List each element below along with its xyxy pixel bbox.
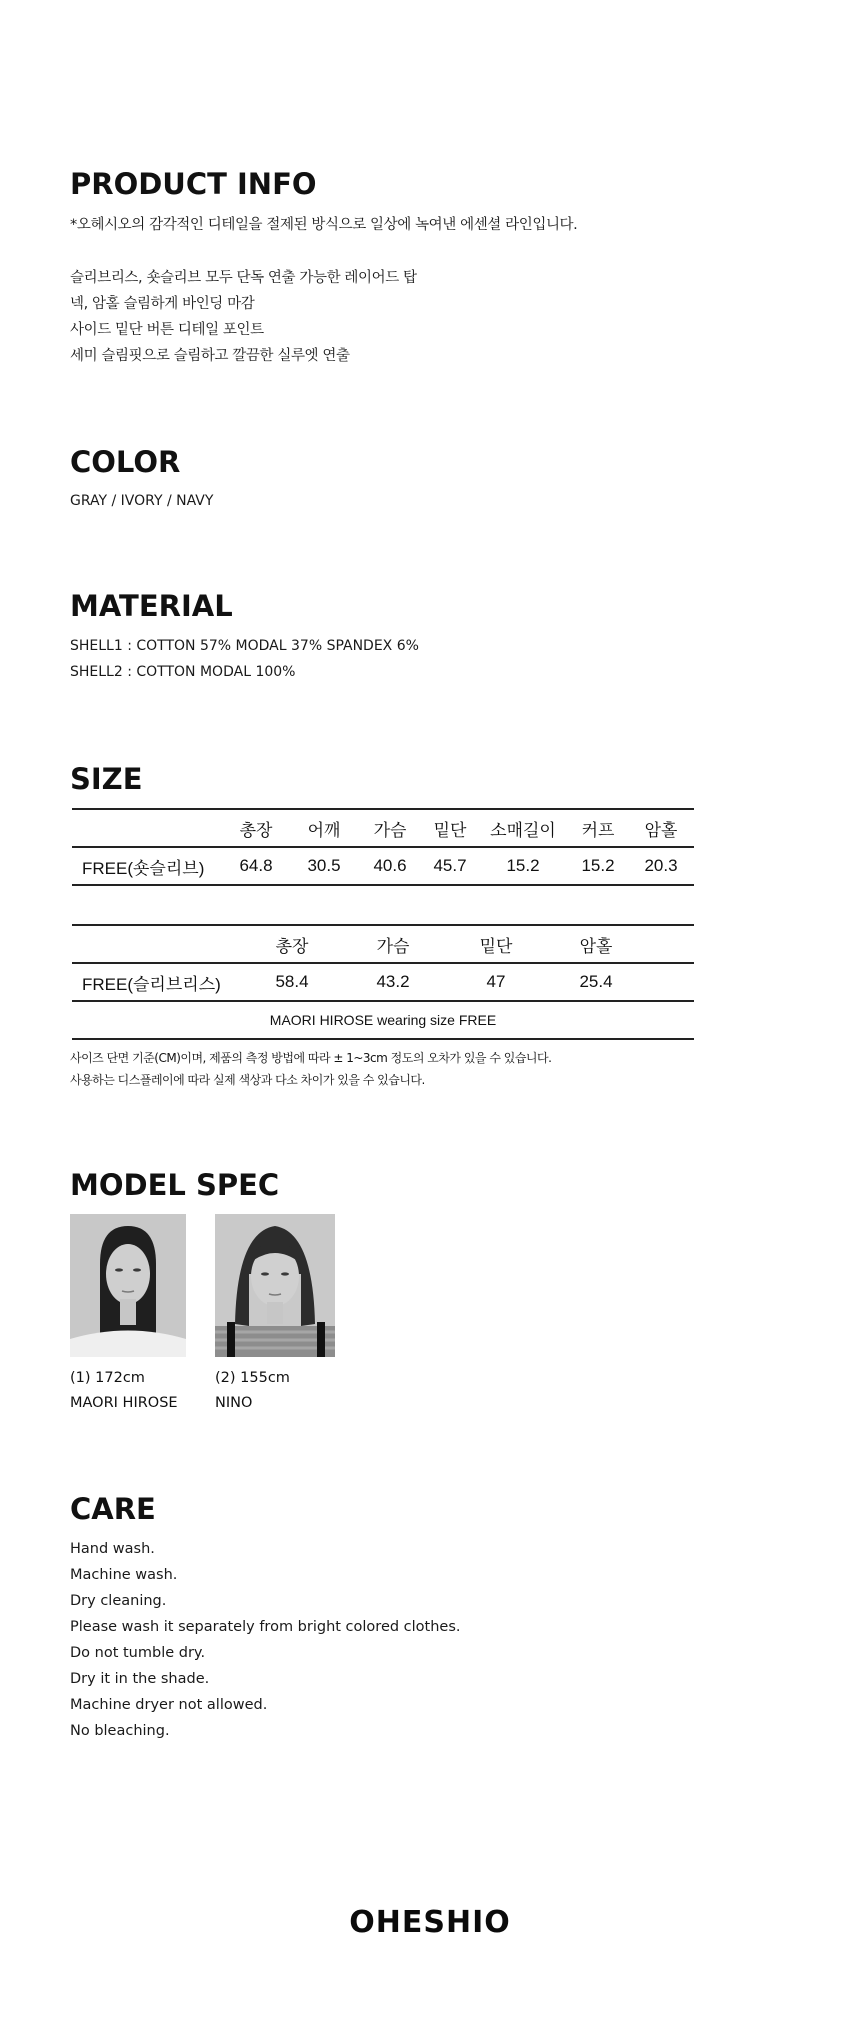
model-portrait-image [215, 1214, 335, 1357]
model-card-2 [215, 1214, 335, 1416]
table-row [72, 847, 694, 885]
model-height: (1) 172cm [70, 1370, 145, 1386]
size-label: FREE(숏슬리브) [82, 858, 205, 878]
feature-line: 사이드 밑단 버튼 디테일 포인트 [70, 322, 264, 338]
size-table-sleeveless [72, 924, 694, 1040]
size-label: FREE(슬리브리스) [82, 974, 221, 994]
size-title: SIZE [70, 762, 143, 796]
wearing-note: MAORI HIROSE wearing size FREE [269, 1012, 497, 1028]
care-line: No bleaching. [70, 1723, 170, 1739]
feature-line: 세미 슬림핏으로 슬림하고 깔끔한 실루엣 연출 [70, 348, 350, 364]
care-title: CARE [70, 1492, 156, 1526]
header-cell [72, 809, 222, 847]
material-line: SHELL2 : COTTON MODAL 100% [70, 664, 296, 680]
table-cell: 20.3 [644, 856, 678, 875]
material-title: MATERIAL [70, 589, 233, 623]
model-height: (2) 155cm [215, 1370, 290, 1386]
header-cell: 밑단 [479, 936, 513, 956]
model-spec-title: MODEL SPEC [70, 1168, 280, 1202]
header-cell: 가슴 [373, 820, 407, 840]
table-cell: 64.8 [239, 856, 273, 875]
table-cell: 47 [486, 972, 506, 991]
header-cell: 총장 [275, 936, 309, 956]
table-cell: 58.4 [275, 972, 309, 991]
size-note: 사이즈 단면 기준(CM)이며, 제품의 측정 방법에 따라 ± 1~3cm 정도의 오차가 있을 수 있습니다. [70, 1051, 552, 1065]
table-cell: 15.2 [506, 856, 540, 875]
product-info-title: PRODUCT INFO [70, 167, 317, 201]
table-header-row [72, 809, 694, 847]
model-photo-nino [215, 1214, 335, 1357]
model-name: NINO [215, 1395, 253, 1411]
model-portrait-image [70, 1214, 186, 1357]
table-cell: 43.2 [376, 972, 410, 991]
product-info-intro: *오헤시오의 감각적인 디테일을 절제된 방식으로 일상에 녹여낸 에센셜 라인입니다. [70, 217, 578, 233]
feature-line: 슬리브리스, 숏슬리브 모두 단독 연출 가능한 레이어드 탑 [70, 270, 417, 286]
wearing-note-row [72, 1001, 694, 1039]
header-cell: 소매길이 [490, 820, 556, 840]
table-cell: 15.2 [581, 856, 615, 875]
table-cell: 25.4 [579, 972, 613, 991]
care-line: Dry it in the shade. [70, 1671, 210, 1687]
table-cell: 30.5 [307, 856, 341, 875]
material-line: SHELL1 : COTTON 57% MODAL 37% SPANDEX 6% [70, 638, 419, 654]
color-title: COLOR [70, 445, 181, 479]
header-cell: 어깨 [307, 820, 341, 840]
header-cell: 암홀 [644, 820, 678, 840]
model-card-1 [70, 1214, 186, 1416]
model-photo-maori [70, 1214, 186, 1357]
header-cell: 가슴 [376, 936, 410, 956]
brand-logo: OHESHIO [349, 1905, 511, 1940]
model-name: MAORI HIROSE [70, 1395, 178, 1411]
table-header-row [72, 925, 694, 963]
header-cell: 총장 [239, 820, 273, 840]
feature-line: 넥, 암홀 슬림하게 바인딩 마감 [70, 296, 255, 312]
table-cell: 45.7 [433, 856, 467, 875]
header-cell: 밑단 [433, 820, 467, 840]
size-note: 사용하는 디스플레이에 따라 실제 색상과 다소 차이가 있을 수 있습니다. [70, 1073, 425, 1087]
care-line: Please wash it separately from bright colored clothes. [70, 1619, 461, 1635]
header-cell [72, 925, 242, 963]
header-cell: 커프 [581, 820, 615, 840]
table-row [72, 963, 694, 1001]
care-line: Machine dryer not allowed. [70, 1697, 268, 1713]
table-cell: 40.6 [373, 856, 407, 875]
care-line: Hand wash. [70, 1541, 155, 1557]
size-table-short-sleeve [72, 808, 694, 886]
color-value: GRAY / IVORY / NAVY [70, 493, 214, 509]
care-line: Do not tumble dry. [70, 1645, 206, 1661]
care-line: Machine wash. [70, 1567, 178, 1583]
care-line: Dry cleaning. [70, 1593, 167, 1609]
header-cell: 암홀 [579, 936, 613, 956]
